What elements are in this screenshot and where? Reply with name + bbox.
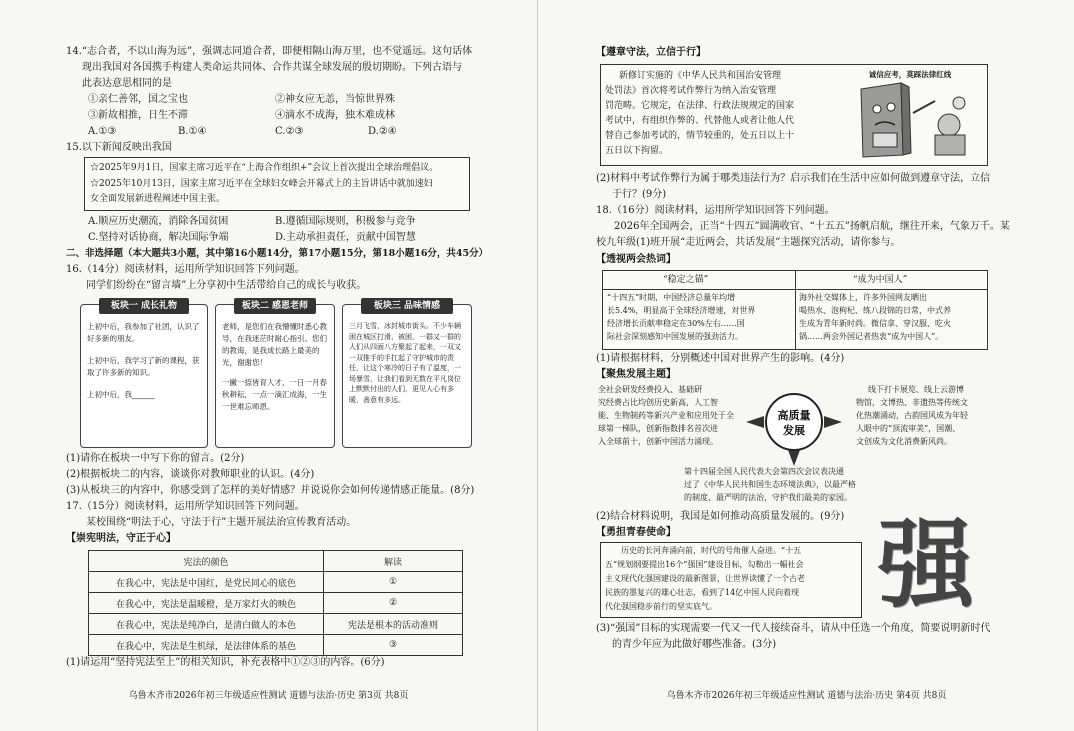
q18-question-3a: (3)“强国”目标的实现需要一代又一代人接续奋斗，请从中任选一个角度，简要说明新时代 <box>596 623 991 634</box>
q14-option-a[interactable]: A.①③ <box>88 126 117 137</box>
table-row <box>89 635 463 656</box>
q15-option-d[interactable]: D.主动承担责任，贡献中国智慧 <box>275 232 416 243</box>
q15-stem: 15.以下新闻反映出我国 <box>66 142 172 153</box>
card-3-title: 板块三 品味情感 <box>361 298 453 314</box>
cell2-line-4: 锅……两会外国记者热衷“成为中国人”。 <box>799 332 944 341</box>
q14-item-4: ④滴水不成海，独木难成林 <box>275 110 395 121</box>
cell2-line-3: 生成为青年新时尚。微信拿、穿汉服、吃火 <box>799 319 951 328</box>
table-row <box>89 614 463 635</box>
cartoon-caption: 诚信应考，莫踩法律红线 <box>868 70 952 79</box>
rd-line-5: 入全球前十，创新中国活力涌现。 <box>598 437 718 446</box>
cell1-line-2: 长5.4%，明显高于全球经济增速，对世界 <box>607 306 756 315</box>
table-cell-interpret: 宪法是根本的活动准则 <box>324 614 463 635</box>
table-row <box>89 593 463 614</box>
table-header-color: 宪法的颜色 <box>89 551 324 572</box>
law-material-box <box>600 64 988 166</box>
page-4 <box>537 0 1074 731</box>
card-1-text-3[interactable]: 上初中后，我______ <box>87 390 155 399</box>
law-text-3: 罚范畴。它规定，在法律、行政法规规定的国家 <box>605 101 795 111</box>
q14-stem-1: 14.“志合者，不以山海为远”，强调志同道合者，即便相隔山海万里，也不觉遥远。这句话体 <box>66 46 473 57</box>
q16-stem: 16.（14分）阅读材料，运用所学知识回答下列问题。 <box>66 264 305 275</box>
q16-intro: 同学们纷纷在“留言墙”上分享初中生活带给自己的成长与收获。 <box>86 280 367 291</box>
head-become-chinese: “成为中国人” <box>853 275 908 285</box>
culture-line-3: 化热潮涌动，古韵国风成为年轻 <box>856 411 968 420</box>
q14-stem-2: 现出我国对各国携手构建人类命运共同体、合作共谋全球发展的殷切期盼。下列古语与 <box>82 62 462 73</box>
q14-option-b[interactable]: B.①④ <box>178 126 207 137</box>
strong-country-character: 强 <box>878 509 974 621</box>
tag-two-sessions: 【透视两会热词】 <box>596 254 676 265</box>
eco-line-3: 的制度、最严明的法治，守护我们最美的家园。 <box>684 493 852 502</box>
constitution-table <box>88 550 463 656</box>
q14-item-1: ①亲仁善邻，国之宝也 <box>88 94 188 105</box>
q14-item-3: ③新故相推，日生不滞 <box>88 110 188 121</box>
q18-question-3b: 的青少年应为此做好哪些准备。(3分) <box>612 639 777 650</box>
hot-words-table <box>602 270 988 350</box>
head-stable-anchor: “稳定之锚” <box>663 275 709 285</box>
q16-question-1: (1)请你在板块一中写下你的留言。(2分) <box>66 453 245 464</box>
law-text-5: 替自己参加考试的，情节较重的，处五日以上十 <box>605 131 795 141</box>
q15-option-a[interactable]: A.顺应历史潮流，消除各国贫困 <box>88 216 229 227</box>
q14-stem-3: 此表达意思相同的是 <box>82 78 172 89</box>
quality-development-hub <box>734 382 854 468</box>
q15-news-2: ☆2025年10月13日，国家主席习近平在全球妇女峰会开幕式上的主旨讲话中就加速妇 <box>90 179 433 189</box>
card-growth-gift <box>80 301 208 448</box>
q17-intro: 某校围绕“明法于心，守法于行”主题开展法治宣传教育活动。 <box>86 517 357 528</box>
table-cell-color: 在我心中，宪法是中国红，是党民同心的底色 <box>89 572 324 593</box>
law-text-4: 考试中，有组织作弊的、代替他人或者让他人代 <box>605 116 795 126</box>
cell1-line-1: “十四五”时期，中国经济总量年均增 <box>607 293 736 302</box>
rd-line-4: 球第一梯队，创新指数排名首次进 <box>598 424 718 433</box>
tag-obey-law: 【遵章守法，立信于行】 <box>596 47 706 58</box>
divider <box>795 271 796 349</box>
q17-stem: 17.（15分）阅读材料，运用所学知识回答下列问题。 <box>66 501 305 512</box>
page-footer-right: 乌鲁木齐市2026年初三年级适应性测试 道德与法治·历史 第4页 共8页 <box>666 691 947 701</box>
rd-line-3: 能、生物制药等新兴产业和应用处于全 <box>598 411 734 420</box>
mission-line-2: 五”规划纲要提出16个“强国”建设目标，勾勒出一幅社会 <box>605 560 804 569</box>
q16-question-3: (3)从板块三的内容中，你感受到了怎样的美好情感？并说说你会如何传递情感正能量。(8分) <box>66 485 475 496</box>
card-3-body: 三月飞雪，冰封城市街头。不少车辆困在城区打滑、被困，一群又一群的人们从四面八方聚起了起来，一双又一双推手的手扛起了守护城市的责任，让这个寒冷的日子有了温度，一场暴雪，让我们看到无数在平凡岗位上默默付出的人们，更见人心有多暖，善意有多远。 <box>349 322 461 404</box>
card-1-title: 板块一 成长礼物 <box>99 298 189 314</box>
culture-line-4: 人眼中的“顶流审美”，国潮、 <box>856 424 961 433</box>
card-thank-teacher <box>215 301 335 448</box>
table-cell-color: 在我心中，宪法是纯净白，是清白做人的本色 <box>89 614 324 635</box>
mission-line-5: 代化强国稳步前行的坚实底气。 <box>605 602 717 611</box>
q18-intro-2: 校九年级(1)班开展“走近两会，共话发展”主题探究活动，请你参与。 <box>596 237 901 248</box>
q15-news-box <box>84 157 470 211</box>
q15-option-c[interactable]: C.坚持对话协商，解决国际争端 <box>88 232 229 243</box>
q14-option-c[interactable]: C.②③ <box>275 126 304 137</box>
card-1-text-1: 上初中后，我参加了社团，认识了好多新的朋友。 <box>87 322 200 343</box>
table-cell-interpret[interactable]: ③ <box>324 635 463 656</box>
q15-news-3: 女全面发展新进程阐述中国主张。 <box>90 194 226 204</box>
table-row <box>89 572 463 593</box>
card-1-text-2: 上初中后，我学习了新的课程，获取了许多新的知识。 <box>87 356 200 377</box>
q15-option-b[interactable]: B.遵循国际规则，积极参与竞争 <box>275 216 416 227</box>
hub-label-2: 发展 <box>783 424 805 437</box>
cell2-line-2: 喝热水、泡枸杞、练八段锦的日常，中式养 <box>799 306 951 315</box>
cell2-line-1: 海外社交媒体上，许多外国网友晒出 <box>799 293 927 302</box>
q17-question-1: (1)请运用“坚持宪法至上”的相关知识，补充表格中①②③的内容。(6分) <box>66 657 385 668</box>
rd-line-1: 全社会研发经费投入、基础研 <box>598 385 702 394</box>
q18-intro-1: 2026年全国两会，正当“十四五”圆满收官、“十五五”扬帆启航，继往开来，气象万千。某 <box>614 221 1010 232</box>
law-text-2: 处罚法》首次将考试作弊行为纳入治安管理 <box>605 86 777 96</box>
q17-tag: 【崇宪明法，守正于心】 <box>66 533 176 544</box>
table-header-interpret: 解读 <box>324 551 463 572</box>
q17-question-2a: (2)材料中考试作弊行为属于哪类违法行为？启示我们在生活中应如何做到遵章守法，立信 <box>596 173 991 184</box>
tag-development: 【聚焦发展主题】 <box>596 369 676 380</box>
arrow-left-icon <box>746 416 764 428</box>
mission-line-3: 主义现代化强国建设的最新图景，让世界读懂了一个古老 <box>605 574 805 583</box>
card-2-text-2: 一撇一捺皆育人才，一日一月春秋耕耘，一点一滴汇成海，一生一世难忘师恩。 <box>222 378 327 411</box>
card-taste-emotion <box>342 301 472 448</box>
q18-question-1: (1)请根据材料，分别概述中国对世界产生的影响。(4分) <box>596 353 845 364</box>
culture-line-1: 线下打卡展览、线上云游博 <box>868 385 964 394</box>
cell1-line-4: 际社会深刻感知中国发展的强劲活力。 <box>607 332 743 341</box>
law-text-1: 新修订实施的《中华人民共和国治安管理 <box>619 71 782 81</box>
table-cell-interpret[interactable]: ① <box>324 572 463 593</box>
cell1-line-3: 经济增长贡献率稳定在30%左右……国 <box>607 319 745 328</box>
table-header-row <box>89 551 463 572</box>
culture-line-2: 物馆，文博热、非遗热等传统文 <box>856 398 968 407</box>
card-1-body <box>87 321 201 401</box>
tag-youth-mission: 【勇担青春使命】 <box>596 527 676 538</box>
law-book-cartoon <box>839 67 981 161</box>
card-2-text-1: 老师，是您们在我懵懂时悉心教导，在我迷茫时耐心指引。您们的教诲，是我成长路上最美的光，谢谢您！ <box>222 322 327 367</box>
eco-line-1: 第十四届全国人民代表大会第四次会议表决通 <box>684 467 844 476</box>
rd-line-2: 究经费占比均创历史新高，人工智 <box>598 398 718 407</box>
law-text-6: 五日以下拘留。 <box>605 146 669 156</box>
mission-line-1: 历史的长河奔涌向前，时代的号角催人奋进。“十五 <box>621 546 802 555</box>
mission-line-4: 民族的墨复兴的雄心壮志，看到了14亿中国人民向着现 <box>605 588 800 597</box>
q16-question-2: (2)根据板块二的内容，谈谈你对教师职业的认识。(4分) <box>66 469 315 480</box>
table-cell-color: 在我心中，宪法是温暖橙，是万家灯火的映色 <box>89 593 324 614</box>
arrow-down-icon <box>788 450 800 466</box>
eco-line-2: 过了《中华人民共和国生态环境法典》，以最严格 <box>684 480 856 489</box>
section-heading: 二、非选择题（本大题共3小题，其中第16小题14分，第17小题15分，第18小题16分，共45分） <box>66 248 489 259</box>
table-cell-color: 在我心中，宪法是生机绿，是法律体系的基色 <box>89 635 324 656</box>
hub-label-1: 高质量 <box>777 409 811 422</box>
q17-question-2b: 于行？(9分) <box>612 189 667 200</box>
arrow-right-icon <box>824 416 842 428</box>
mission-material-box <box>600 542 862 618</box>
q14-item-2: ②神女应无恙，当惊世界殊 <box>275 94 395 105</box>
q18-question-2: (2)结合材料说明，我国是如何推动高质量发展的。(9分) <box>596 511 845 522</box>
page-footer-left: 乌鲁木齐市2026年初三年级适应性测试 道德与法治·历史 第3页 共8页 <box>128 691 409 701</box>
card-2-title: 板块二 感恩老师 <box>234 298 316 314</box>
q18-stem: 18.（16分）阅读材料，运用所学知识回答下列问题。 <box>596 205 835 216</box>
q14-option-d[interactable]: D.②④ <box>368 126 397 137</box>
culture-line-5: 文创成为文化消费新风尚。 <box>856 437 952 446</box>
table-cell-interpret[interactable]: ② <box>324 593 463 614</box>
card-2-body <box>222 321 328 413</box>
q15-news-1: ☆2025年9月1日，国家主席习近平在“上海合作组织+”会议上首次提出全球治理倡议。 <box>90 163 439 173</box>
